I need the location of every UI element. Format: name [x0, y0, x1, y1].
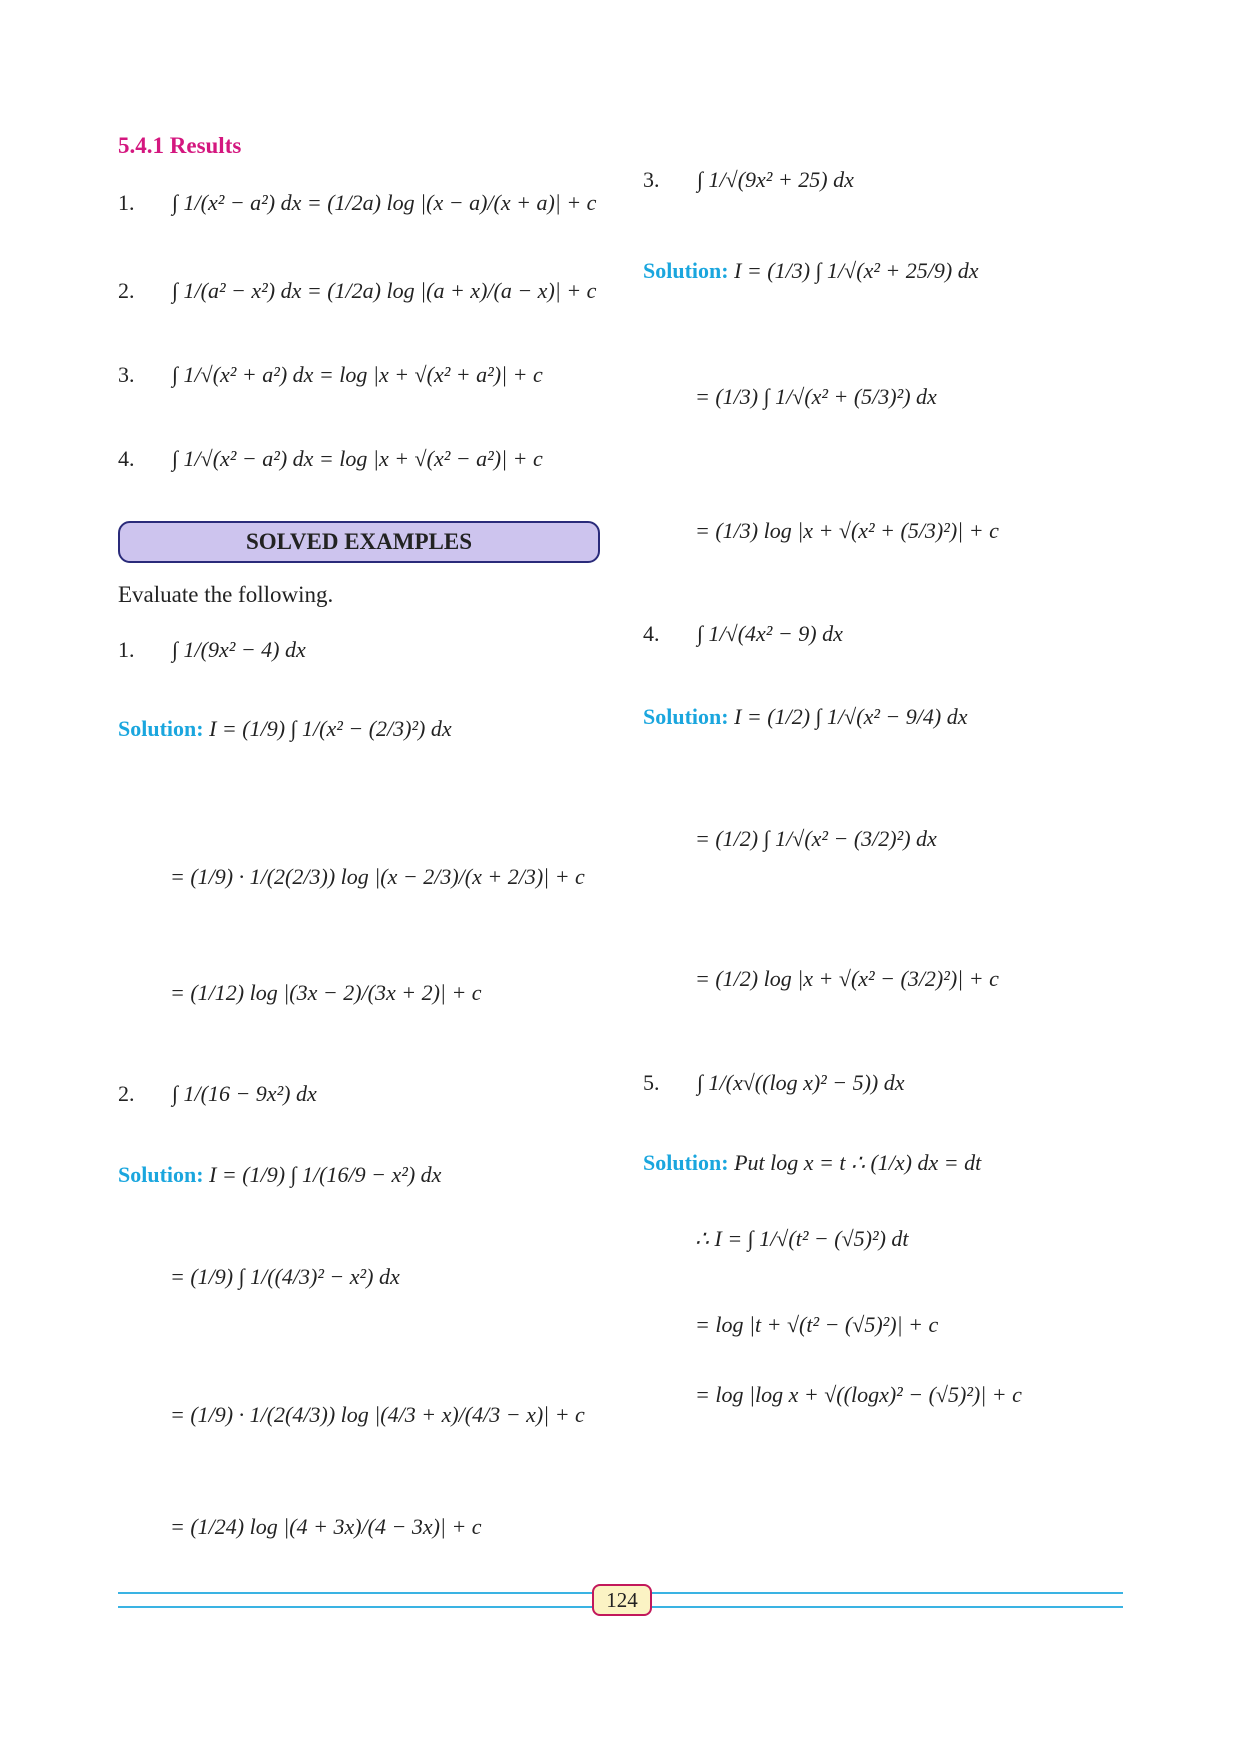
solution-label: Solution: — [118, 1162, 204, 1187]
solution-step: = (1/9) · 1/(2(4/3)) log |(4/3 + x)/(4/3 − x)| + c — [170, 1402, 585, 1427]
solution-label: Solution: — [118, 716, 204, 741]
solution-line — [643, 1150, 981, 1176]
solution-step: I = (1/3) ∫ 1/√(x² + 25/9) dx — [734, 258, 979, 283]
example-number: 4. — [643, 621, 660, 646]
result-number: 2. — [118, 278, 135, 303]
solved-examples-banner: SOLVED EXAMPLES — [118, 521, 600, 563]
solution-line — [643, 258, 978, 284]
solution-step: = (1/24) log |(4 + 3x)/(4 − 3x)| + c — [170, 1514, 482, 1539]
solution-label: Solution: — [643, 704, 729, 729]
solution-step: = (1/9) ∫ 1/((4/3)² − x²) dx — [170, 1264, 400, 1289]
solution-line — [643, 704, 967, 730]
solution-line — [118, 716, 452, 742]
result-formula: ∫ 1/√(x² − a²) dx = log |x + √(x² − a²)| + c — [172, 446, 543, 471]
solution-step: = (1/3) ∫ 1/√(x² + (5/3)²) dx — [695, 384, 937, 409]
result-formula: ∫ 1/(x² − a²) dx = (1/2a) log |(x − a)/(x + a)| + c — [172, 190, 597, 215]
example-problem: ∫ 1/√(9x² + 25) dx — [697, 167, 854, 192]
result-formula: ∫ 1/√(x² + a²) dx = log |x + √(x² + a²)| + c — [172, 362, 543, 387]
example-problem: ∫ 1/√(4x² − 9) dx — [697, 621, 843, 646]
section-heading: 5.4.1 Results — [118, 133, 242, 158]
result-formula: ∫ 1/(a² − x²) dx = (1/2a) log |(a + x)/(a − x)| + c — [172, 278, 597, 303]
example-number: 2. — [118, 1081, 135, 1106]
solution-step: ∴ I = ∫ 1/√(t² − (√5)²) dt — [695, 1226, 909, 1251]
solution-line — [118, 1162, 441, 1188]
solution-step: I = (1/9) ∫ 1/(16/9 − x²) dx — [209, 1162, 442, 1187]
example-problem: ∫ 1/(9x² − 4) dx — [172, 637, 306, 662]
solution-step: = log |t + √(t² − (√5)²)| + c — [695, 1312, 939, 1337]
solution-label: Solution: — [643, 1150, 729, 1175]
solution-step: = log |log x + √((logx)² − (√5)²)| + c — [695, 1382, 1022, 1407]
example-problem: ∫ 1/(16 − 9x²) dx — [172, 1081, 317, 1106]
solution-step: = (1/3) log |x + √(x² + (5/3)²)| + c — [695, 518, 999, 543]
solution-step: I = (1/9) ∫ 1/(x² − (2/3)²) dx — [209, 716, 452, 741]
solution-step: = (1/9) · 1/(2(2/3)) log |(x − 2/3)/(x + 2/3)| + c — [170, 864, 585, 889]
solution-step: = (1/2) log |x + √(x² − (3/2)²)| + c — [695, 966, 999, 991]
example-number: 1. — [118, 637, 135, 662]
solution-label: Solution: — [643, 258, 729, 283]
result-number: 4. — [118, 446, 135, 471]
intro-text: Evaluate the following. — [118, 582, 334, 607]
solution-step: Put log x = t ∴ (1/x) dx = dt — [734, 1150, 982, 1175]
result-number: 1. — [118, 190, 135, 215]
page-number: 124 — [592, 1584, 652, 1616]
solution-step: = (1/12) log |(3x − 2)/(3x + 2)| + c — [170, 980, 482, 1005]
solution-step: I = (1/2) ∫ 1/√(x² − 9/4) dx — [734, 704, 968, 729]
example-problem: ∫ 1/(x√((log x)² − 5)) dx — [697, 1070, 905, 1095]
solution-step: = (1/2) ∫ 1/√(x² − (3/2)²) dx — [695, 826, 937, 851]
result-number: 3. — [118, 362, 135, 387]
example-number: 3. — [643, 167, 660, 192]
example-number: 5. — [643, 1070, 660, 1095]
